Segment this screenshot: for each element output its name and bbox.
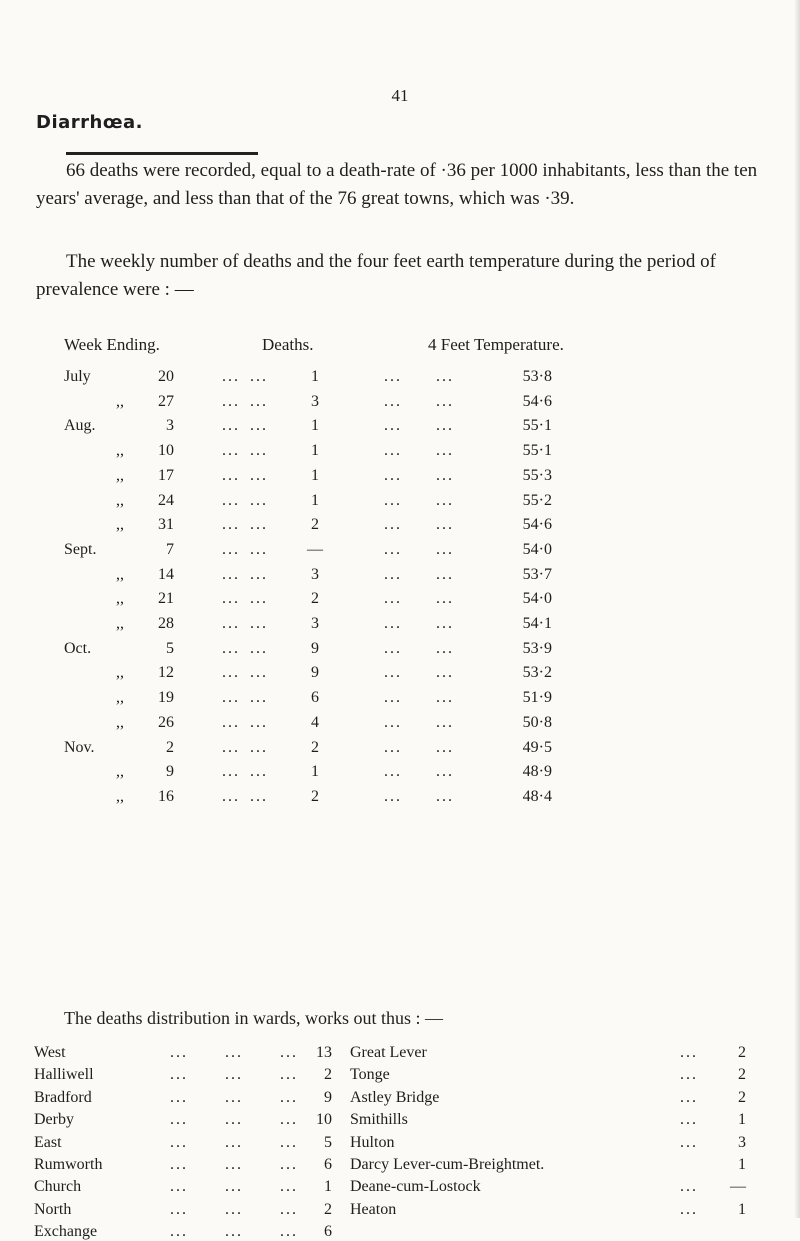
- ward-name: East: [34, 1133, 62, 1151]
- row-deaths: 2: [311, 516, 319, 534]
- row-month: ,,: [116, 442, 124, 460]
- row-leader: ...: [384, 664, 402, 682]
- ward-leader: ...: [225, 1200, 243, 1218]
- row-leader: ...: [222, 417, 240, 435]
- row-leader: ...: [384, 763, 402, 781]
- ward-leader: ...: [170, 1066, 188, 1084]
- row-month: Oct.: [64, 639, 92, 657]
- row-month: ,,: [116, 392, 124, 410]
- row-month: ,,: [116, 664, 124, 682]
- ward-leader: ...: [170, 1111, 188, 1129]
- row-temp: 48·9: [522, 763, 552, 781]
- row-leader: ...: [384, 590, 402, 608]
- row-deaths: 1: [311, 466, 319, 484]
- row-leader: ...: [222, 639, 240, 657]
- row-temp: 54·6: [522, 392, 552, 410]
- ward-leader: ...: [280, 1133, 298, 1151]
- row-day: 5: [166, 639, 174, 657]
- ward-leader: ...: [170, 1178, 188, 1196]
- row-leader: ...: [222, 590, 240, 608]
- row-leader: ...: [222, 368, 240, 385]
- row-leader: ...: [384, 368, 402, 385]
- row-leader: ...: [250, 689, 268, 707]
- row-leader: ...: [250, 590, 268, 608]
- row-leader: ...: [250, 664, 268, 682]
- ward-leader: ...: [170, 1156, 188, 1173]
- row-leader: ...: [250, 787, 268, 805]
- ward-count: 6: [324, 1156, 332, 1173]
- row-leader: ...: [436, 540, 454, 558]
- row-month: Sept.: [64, 540, 97, 558]
- row-leader: ...: [436, 763, 454, 781]
- row-leader: ...: [222, 713, 240, 731]
- row-leader: ...: [222, 466, 240, 484]
- row-leader: ...: [384, 787, 402, 805]
- ward-leader: ...: [280, 1156, 298, 1173]
- row-leader: ...: [384, 466, 402, 484]
- row-leader: ...: [250, 466, 268, 484]
- row-leader: ...: [384, 392, 402, 410]
- ward-count: 10: [316, 1111, 332, 1129]
- row-leader: ...: [384, 639, 402, 657]
- paragraph-weekly-intro: The weekly number of deaths and the four feet earth temperature during the period of prevalence were : —: [36, 251, 716, 300]
- row-deaths: 9: [311, 664, 319, 682]
- row-leader: ...: [436, 392, 454, 410]
- row-leader: ...: [384, 615, 402, 632]
- ward-leader: ...: [280, 1200, 298, 1218]
- row-leader: ...: [436, 664, 454, 682]
- row-leader: ...: [436, 713, 454, 731]
- row-leader: ...: [250, 713, 268, 731]
- row-day: 16: [158, 787, 174, 805]
- ward-name: West: [34, 1044, 66, 1061]
- ward-leader: ...: [225, 1223, 243, 1241]
- ward-name: Church: [34, 1178, 82, 1196]
- ward-name: Derby: [34, 1111, 74, 1129]
- row-temp: 54·6: [522, 516, 552, 534]
- row-leader: ...: [384, 713, 402, 731]
- ward-count: 3: [738, 1133, 746, 1151]
- row-temp: 53·8: [522, 368, 552, 385]
- row-day: 2: [166, 738, 174, 756]
- row-deaths: 3: [311, 565, 319, 583]
- row-leader: ...: [222, 763, 240, 781]
- ward-count: 2: [324, 1200, 332, 1218]
- row-temp: 53·7: [522, 565, 552, 583]
- row-day: 20: [158, 368, 174, 385]
- ward-name: Darcy Lever-cum-Breightmet.: [350, 1156, 545, 1173]
- row-day: 10: [158, 442, 174, 460]
- row-leader: ...: [384, 491, 402, 509]
- wards-intro: The deaths distribution in wards, works out thus : —: [64, 1008, 443, 1028]
- row-leader: ...: [384, 516, 402, 534]
- ward-count: 9: [324, 1088, 332, 1106]
- ward-name: North: [34, 1200, 72, 1218]
- ward-leader: ...: [225, 1156, 243, 1173]
- row-deaths: 1: [311, 763, 319, 781]
- row-leader: ...: [250, 540, 268, 558]
- row-leader: ...: [436, 590, 454, 608]
- ward-leader: ...: [225, 1066, 243, 1084]
- row-month: ,,: [116, 516, 124, 534]
- ward-leader: ...: [225, 1088, 243, 1106]
- row-leader: ...: [222, 615, 240, 632]
- ward-leader: ...: [680, 1178, 698, 1196]
- ward-leader: ...: [280, 1088, 298, 1106]
- row-day: 17: [158, 466, 174, 484]
- row-leader: ...: [222, 664, 240, 682]
- row-leader: ...: [436, 738, 454, 756]
- ward-name: Exchange: [34, 1223, 98, 1241]
- row-month: ,,: [116, 491, 124, 509]
- row-deaths: 3: [311, 615, 319, 632]
- row-deaths: 1: [311, 442, 319, 460]
- row-leader: ...: [436, 417, 454, 435]
- row-day: 9: [166, 763, 174, 781]
- row-month: ,,: [116, 615, 124, 632]
- ward-count: 2: [738, 1088, 746, 1106]
- row-day: 21: [158, 590, 174, 608]
- section-title: Diarrhœa.: [36, 112, 144, 133]
- row-leader: ...: [222, 689, 240, 707]
- row-leader: ...: [436, 516, 454, 534]
- row-day: 19: [158, 689, 174, 707]
- row-leader: ...: [250, 516, 268, 534]
- row-leader: ...: [222, 392, 240, 410]
- row-leader: ...: [222, 491, 240, 509]
- row-deaths: 2: [311, 738, 319, 756]
- page-number: 41: [391, 86, 409, 105]
- ward-name: Deane-cum-Lostock: [350, 1178, 481, 1196]
- ward-leader: ...: [680, 1133, 698, 1151]
- row-day: 14: [158, 565, 174, 583]
- row-leader: ...: [436, 466, 454, 484]
- row-leader: ...: [222, 540, 240, 558]
- ward-count: —: [730, 1178, 746, 1196]
- ward-leader: ...: [170, 1200, 188, 1218]
- ward-name: Heaton: [350, 1200, 397, 1218]
- ward-count: 13: [316, 1044, 332, 1061]
- row-month: Nov.: [64, 738, 95, 756]
- row-leader: ...: [436, 565, 454, 583]
- ward-count: 2: [738, 1044, 746, 1061]
- row-temp: 50·8: [522, 713, 552, 731]
- row-leader: ...: [436, 615, 454, 632]
- row-leader: ...: [436, 639, 454, 657]
- row-deaths: —: [307, 540, 323, 558]
- row-leader: ...: [250, 392, 268, 410]
- ward-name: Rumworth: [34, 1156, 103, 1173]
- ward-leader: ...: [280, 1178, 298, 1196]
- row-leader: ...: [222, 516, 240, 534]
- ward-leader: ...: [680, 1044, 698, 1061]
- ward-leader: ...: [170, 1133, 188, 1151]
- ward-count: 1: [324, 1178, 332, 1196]
- row-leader: ...: [250, 639, 268, 657]
- row-leader: ...: [384, 738, 402, 756]
- ward-count: 1: [738, 1111, 746, 1129]
- row-leader: ...: [384, 565, 402, 583]
- ward-name: Bradford: [34, 1088, 92, 1106]
- row-month: July: [64, 368, 91, 385]
- row-deaths: 2: [311, 590, 319, 608]
- row-leader: ...: [384, 540, 402, 558]
- row-leader: ...: [222, 738, 240, 756]
- row-leader: ...: [222, 787, 240, 805]
- ward-leader: ...: [680, 1066, 698, 1084]
- ward-name: Great Lever: [350, 1044, 427, 1061]
- row-temp: 54·1: [522, 615, 552, 632]
- row-temp: 53·9: [522, 639, 552, 657]
- row-deaths: 2: [311, 787, 319, 805]
- row-temp: 54·0: [522, 590, 552, 608]
- row-deaths: 3: [311, 392, 319, 410]
- row-deaths: 9: [311, 639, 319, 657]
- row-deaths: 6: [311, 689, 319, 707]
- row-leader: ...: [436, 689, 454, 707]
- row-deaths: 1: [311, 417, 319, 435]
- row-leader: ...: [250, 738, 268, 756]
- row-month: ,,: [116, 565, 124, 583]
- paragraph-death-rate: 66 deaths were recorded, equal to a death-rate of ·36 per 1000 inhabitants, less than the ten years' average, and less than that of the 76 great towns, which was ·39.: [36, 160, 758, 209]
- ward-count: 5: [324, 1133, 332, 1151]
- row-leader: ...: [250, 565, 268, 583]
- row-temp: 55·1: [522, 417, 552, 435]
- row-leader: ...: [384, 689, 402, 707]
- row-leader: ...: [436, 368, 454, 385]
- ward-count: 6: [324, 1223, 332, 1241]
- row-leader: ...: [250, 763, 268, 781]
- ward-leader: ...: [680, 1088, 698, 1106]
- row-day: 31: [158, 516, 174, 534]
- row-day: 3: [166, 417, 174, 435]
- row-leader: ...: [250, 417, 268, 435]
- ward-name: Tonge: [350, 1066, 390, 1084]
- ward-count: 1: [738, 1200, 746, 1218]
- row-day: 7: [166, 540, 174, 558]
- row-leader: ...: [436, 491, 454, 509]
- row-leader: ...: [384, 417, 402, 435]
- row-temp: 51·9: [522, 689, 552, 707]
- ward-leader: ...: [225, 1178, 243, 1196]
- ward-leader: ...: [170, 1044, 188, 1061]
- row-temp: 49·5: [522, 738, 552, 756]
- ward-leader: ...: [225, 1044, 243, 1061]
- row-day: 12: [158, 664, 174, 682]
- row-month: ,,: [116, 466, 124, 484]
- ward-count: 2: [324, 1066, 332, 1084]
- row-deaths: 1: [311, 491, 319, 509]
- row-leader: ...: [436, 787, 454, 805]
- row-deaths: 1: [311, 368, 319, 385]
- ward-count: 1: [738, 1156, 746, 1173]
- row-temp: 53·2: [522, 664, 552, 682]
- ward-leader: ...: [280, 1111, 298, 1129]
- ward-leader: ...: [680, 1200, 698, 1218]
- row-day: 28: [158, 615, 174, 632]
- ward-leader: ...: [225, 1111, 243, 1129]
- header-week-ending: Week Ending.: [64, 335, 160, 354]
- row-temp: 54·0: [522, 540, 552, 558]
- ward-name: Astley Bridge: [350, 1088, 440, 1106]
- row-day: 24: [158, 491, 174, 509]
- row-temp: 48·4: [522, 787, 552, 805]
- title-underline: [66, 152, 258, 155]
- ward-leader: ...: [170, 1223, 188, 1241]
- row-temp: 55·1: [522, 442, 552, 460]
- row-leader: ...: [250, 368, 268, 385]
- row-deaths: 4: [311, 713, 319, 731]
- row-leader: ...: [436, 442, 454, 460]
- row-month: Aug.: [64, 417, 96, 435]
- row-month: ,,: [116, 689, 124, 707]
- ward-name: Hulton: [350, 1133, 395, 1151]
- row-leader: ...: [384, 442, 402, 460]
- row-month: ,,: [116, 590, 124, 608]
- row-leader: ...: [250, 442, 268, 460]
- ward-leader: ...: [280, 1223, 298, 1241]
- ward-name: Smithills: [350, 1111, 408, 1129]
- row-temp: 55·3: [522, 466, 552, 484]
- row-month: ,,: [116, 763, 124, 781]
- page-edge-shadow: [794, 0, 800, 1218]
- ward-leader: ...: [170, 1088, 188, 1106]
- row-leader: ...: [250, 615, 268, 632]
- row-temp: 55·2: [522, 491, 552, 509]
- row-month: ,,: [116, 787, 124, 805]
- ward-leader: ...: [280, 1066, 298, 1084]
- ward-name: Halliwell: [34, 1066, 94, 1084]
- ward-leader: ...: [225, 1133, 243, 1151]
- ward-leader: ...: [680, 1111, 698, 1129]
- row-day: 27: [158, 392, 174, 410]
- header-temperature: 4 Feet Temperature.: [428, 335, 564, 354]
- row-leader: ...: [250, 491, 268, 509]
- row-month: ,,: [116, 713, 124, 731]
- row-leader: ...: [222, 565, 240, 583]
- header-deaths: Deaths.: [262, 335, 314, 354]
- ward-count: 2: [738, 1066, 746, 1084]
- ward-leader: ...: [280, 1044, 298, 1061]
- row-leader: ...: [222, 442, 240, 460]
- row-day: 26: [158, 713, 174, 731]
